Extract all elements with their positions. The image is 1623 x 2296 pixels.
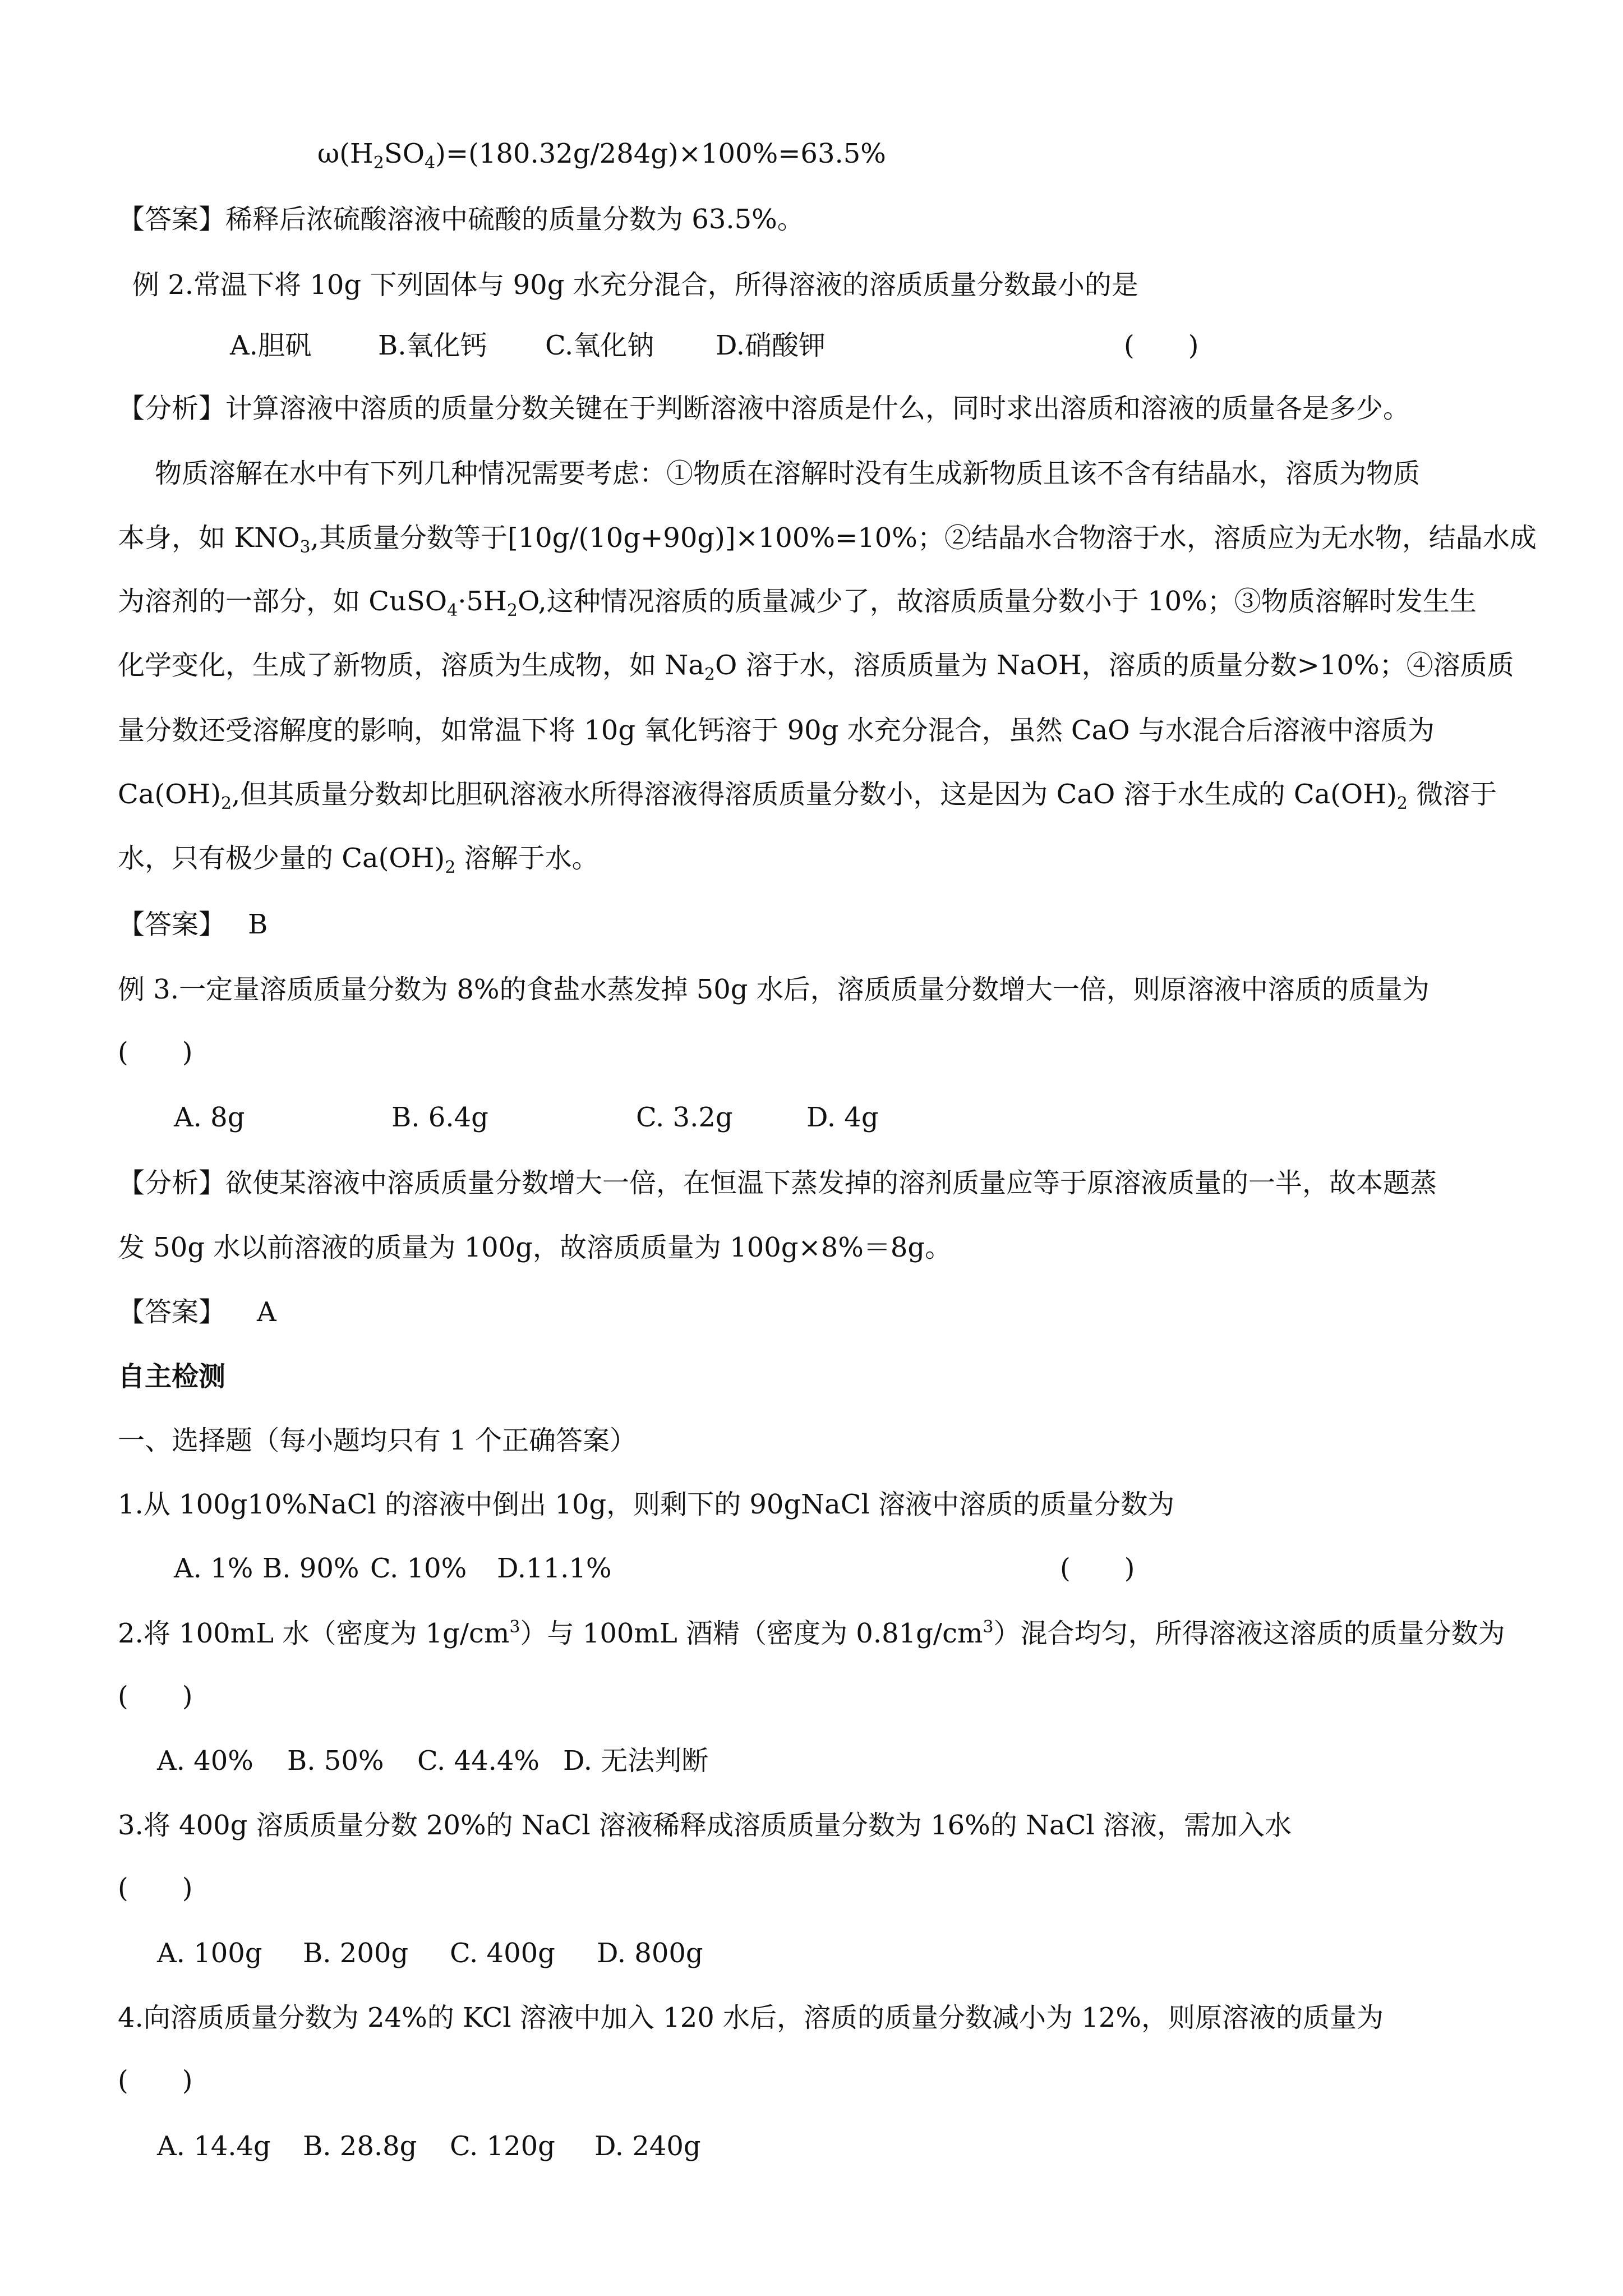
text-segment: ·5H	[458, 586, 507, 617]
text-segment: 微溶于	[1407, 779, 1497, 810]
question-4-options	[157, 2133, 701, 2160]
answer-label: 【答案】	[118, 909, 226, 940]
text-segment: 水，只有极少量的 Ca(OH)	[118, 843, 445, 874]
option-d: D. 800g	[597, 1938, 703, 1969]
subscript: 2	[506, 601, 518, 620]
text-segment: 本身，如 KNO	[118, 522, 300, 554]
example2-paragraph-line-4	[118, 650, 1514, 684]
example3-options	[174, 1104, 879, 1131]
example3-analysis-line-2: 发 50g 水以前溶液的质量为 100g，故溶质质量为 100g×8%＝8g。	[118, 1232, 952, 1263]
superscript: 3	[983, 1617, 994, 1637]
example2-paragraph-line-6	[118, 779, 1497, 813]
example3-analysis-line-1	[118, 1167, 1437, 1199]
option-c: C. 3.2g	[636, 1102, 733, 1133]
text-segment: 2.将 100mL 水（密度为 1g/cm	[118, 1618, 510, 1649]
question-3: 3.将 400g 溶质质量分数 20%的 NaCl 溶液稀释成溶质质量分数为 16%的 NaCl 溶液，需加入水	[118, 1810, 1292, 1841]
question-3-paren: ( )	[118, 1872, 193, 1904]
text-segment: ,但其质量分数却比胆矾溶液水所得溶液得溶质质量分数小，这是因为 CaO 溶于水生成的 Ca(OH)	[232, 779, 1397, 810]
subscript: 3	[299, 537, 311, 557]
example3-question: 例 3.一定量溶质质量分数为 8%的食盐水蒸发掉 50g 水后，溶质质量分数增大一倍，则原溶液中溶质的质量为	[118, 974, 1430, 1005]
answer-text: A	[257, 1296, 276, 1328]
analysis-text: 计算溶液中溶质的质量分数关键在于判断溶液中溶质是什么，同时求出溶质和溶液的质量各是多少。	[225, 393, 1410, 424]
option-d: D. 无法判断	[563, 1745, 709, 1777]
question-1-options	[174, 1555, 612, 1582]
answer-text: 稀释后浓硫酸溶液中硫酸的质量分数为 63.5%。	[225, 204, 804, 235]
option-b: B. 200g	[303, 1938, 409, 1969]
option-a: A. 40%	[157, 1745, 253, 1777]
formula-prefix: ω(H	[317, 138, 374, 169]
question-2-paren: ( )	[118, 1681, 193, 1712]
text-segment: 化学变化，生成了新物质，溶质为生成物，如 Na	[118, 650, 704, 681]
analysis-text: 欲使某溶液中溶质质量分数增大一倍，在恒温下蒸发掉的溶剂质量应等于原溶液质量的一半，故本题蒸	[225, 1167, 1437, 1199]
superscript: 3	[509, 1617, 520, 1637]
section-subtitle: 一、选择题（每小题均只有 1 个正确答案）	[118, 1425, 637, 1456]
text-segment: ）与 100mL 酒精（密度为 0.81g/cm	[520, 1618, 983, 1649]
option-d: D.硝酸钾	[716, 330, 826, 361]
answer-text: B	[248, 909, 268, 940]
question-3-options	[157, 1940, 703, 1967]
example2-options	[230, 332, 826, 359]
example2-answer	[118, 911, 268, 938]
analysis-label: 【分析】	[118, 1167, 226, 1199]
text-segment: Ca(OH)	[118, 779, 222, 810]
example2-paragraph-line-1: 物质溶解在水中有下列几种情况需要考虑：①物质在溶解时没有生成新物质且该不含有结晶水，溶质为物质	[155, 458, 1421, 489]
question-2	[118, 1617, 1505, 1649]
option-b: B. 50%	[287, 1745, 384, 1777]
question-4-paren: ( )	[118, 2065, 193, 2096]
option-c: C. 10%	[370, 1553, 467, 1584]
option-a: A.胆矾	[230, 330, 312, 361]
example2-paragraph-line-7	[118, 843, 599, 877]
formula-mid: SO	[384, 138, 425, 169]
example3-answer	[118, 1296, 276, 1328]
example2-paragraph-line-3	[118, 586, 1477, 620]
example3-paren: ( )	[118, 1037, 193, 1068]
text-segment: 溶解于水。	[455, 843, 599, 874]
example2-question: 例 2.常温下将 10g 下列固体与 90g 水充分混合，所得溶液的溶质质量分数最小的是	[132, 269, 1138, 301]
subscript: 2	[704, 665, 715, 684]
answer-label: 【答案】	[118, 204, 226, 235]
option-a: A. 14.4g	[157, 2131, 271, 2162]
option-d: D. 240g	[594, 2131, 701, 2162]
text-segment: 为溶剂的一部分，如 CuSO	[118, 586, 448, 617]
question-4: 4.向溶质质量分数为 24%的 KCl 溶液中加入 120 水后，溶质的质量分数减小为 12%，则原溶液的质量为	[118, 2002, 1384, 2033]
subscript: 2	[445, 858, 456, 877]
option-d: D.11.1%	[497, 1553, 612, 1584]
section-title: 自主检测	[118, 1361, 226, 1392]
subscript: 4	[447, 601, 458, 620]
example2-paragraph-line-2	[118, 522, 1537, 557]
subscript: 2	[1396, 794, 1408, 813]
option-b: B. 90%	[262, 1553, 359, 1584]
option-b: B. 6.4g	[391, 1102, 488, 1133]
formula-sub-2: 4	[425, 153, 436, 173]
example2-paren: ( )	[1124, 330, 1199, 361]
text-segment: O 溶于水，溶质质量为 NaOH，溶质的质量分数>10%；④溶质质	[714, 650, 1514, 681]
formula-sub-1: 2	[373, 153, 384, 173]
answer-label: 【答案】	[118, 1296, 226, 1328]
option-c: C.氧化钠	[545, 330, 654, 361]
option-b: B. 28.8g	[303, 2131, 417, 2162]
formula-line	[317, 138, 886, 173]
formula-suffix: )=(180.32g/284g)×100%=63.5%	[435, 138, 886, 169]
text-segment: O,这种情况溶质的质量减少了，故溶质质量分数小于 10%；③物质溶解时发生生	[517, 586, 1477, 617]
example1-answer	[118, 206, 804, 233]
example2-paragraph-line-5: 量分数还受溶解度的影响，如常温下将 10g 氧化钙溶于 90g 水充分混合，虽然 CaO 与水混合后溶液中溶质为	[118, 715, 1435, 746]
question-1: 1.从 100g10%NaCl 的溶液中倒出 10g，则剩下的 90gNaCl 溶液中溶质的质量分数为	[118, 1489, 1175, 1520]
question-1-paren: ( )	[1060, 1553, 1135, 1584]
option-b: B.氧化钙	[378, 330, 487, 361]
analysis-label: 【分析】	[118, 393, 226, 424]
example2-analysis	[118, 395, 1410, 422]
text-segment: ）混合均匀，所得溶液这溶质的质量分数为	[993, 1618, 1505, 1649]
option-a: A. 1%	[174, 1553, 253, 1584]
option-a: A. 100g	[157, 1938, 262, 1969]
subscript: 2	[221, 794, 232, 813]
option-c: C. 120g	[450, 2131, 555, 2162]
option-a: A. 8g	[174, 1102, 245, 1133]
option-c: C. 44.4%	[417, 1745, 540, 1777]
text-segment: ,其质量分数等于[10g/(10g+90g)]×100%=10%；②结晶水合物溶于水，溶质应为无水物，结晶水成	[310, 522, 1537, 554]
option-d: D. 4g	[806, 1102, 879, 1133]
option-c: C. 400g	[450, 1938, 555, 1969]
question-2-options	[157, 1745, 709, 1777]
